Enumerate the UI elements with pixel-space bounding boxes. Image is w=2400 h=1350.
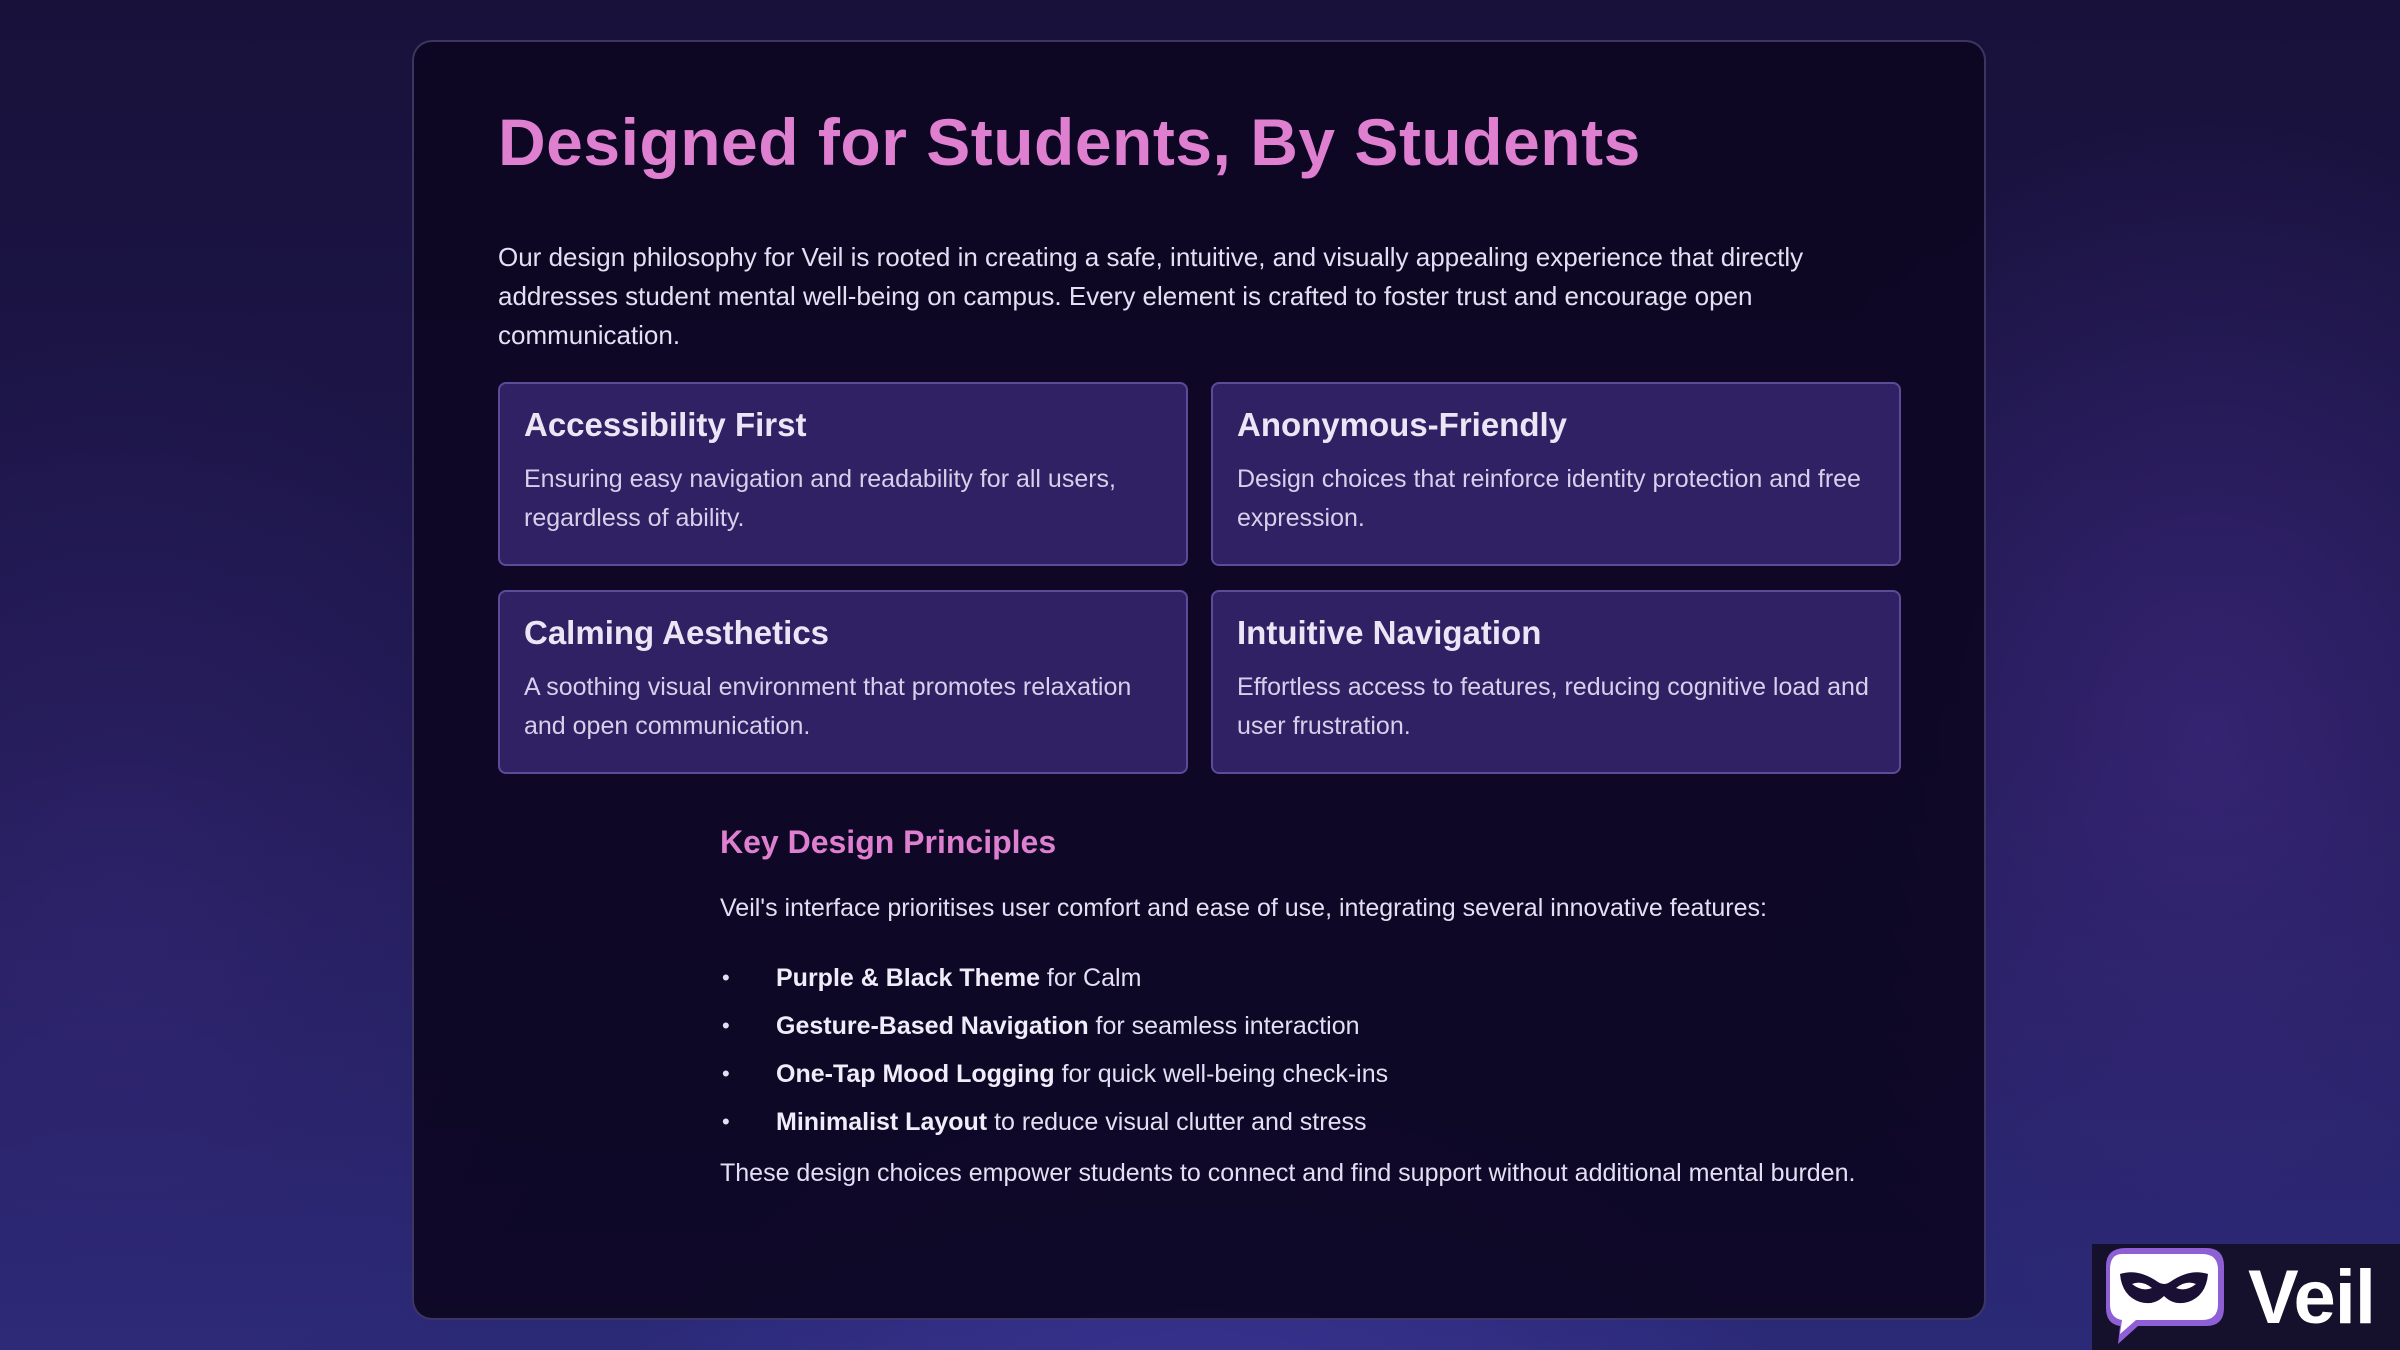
intro-paragraph: Our design philosophy for Veil is rooted in creating a safe, intuitive, and visually appealing experience that directly addresses student mental well-being on campus. Every element is crafted to foster trust and encourage open communication. (498, 242, 1804, 350)
principle-rest: for Calm (1039, 964, 1142, 992)
feature-card-title: Calming Aesthetics (524, 614, 830, 651)
feature-card-title: Accessibility First (524, 406, 807, 443)
principle-bold: Purple & Black Theme (776, 964, 1040, 992)
feature-card-description: Ensuring easy navigation and readability for all users, regardless of ability. (524, 465, 1117, 532)
feature-card-description: Design choices that reinforce identity protection and free expression. (1237, 465, 1861, 532)
feature-card-description: A soothing visual environment that promotes relaxation and open communication. (524, 673, 1132, 740)
bullet-icon: • (722, 1061, 730, 1086)
principle-bold: One-Tap Mood Logging (776, 1060, 1055, 1088)
principles-intro: Veil's interface prioritises user comfort and ease of use, integrating several innovative features: (720, 894, 1767, 922)
principles-list (720, 954, 1388, 1146)
bullet-icon: • (722, 1013, 730, 1038)
principle-bold: Gesture-Based Navigation (776, 1012, 1089, 1040)
principle-item (720, 954, 1388, 1002)
principle-item (720, 1098, 1388, 1146)
feature-card-accessibility (498, 382, 1188, 566)
slide-card (412, 40, 1986, 1320)
brand-logo (2092, 1244, 2400, 1350)
brand-name: Veil (2248, 1255, 2375, 1340)
feature-card-anonymous (1211, 382, 1901, 566)
principle-item (720, 1050, 1388, 1098)
bullet-icon: • (722, 1109, 730, 1134)
principles-title: Key Design Principles (720, 824, 1057, 860)
feature-card-title: Anonymous-Friendly (1237, 406, 1568, 443)
bullet-icon: • (722, 965, 730, 990)
principle-rest: to reduce visual clutter and stress (987, 1108, 1367, 1136)
feature-card-description: Effortless access to features, reducing cognitive load and user frustration. (1237, 673, 1869, 740)
feature-card-calming (498, 590, 1188, 774)
principle-item (720, 1002, 1388, 1050)
principle-bold: Minimalist Layout (776, 1108, 988, 1136)
principle-rest: for quick well-being check-ins (1054, 1060, 1389, 1088)
feature-card-navigation (1211, 590, 1901, 774)
principles-outro: These design choices empower students to connect and find support without additional mental burden. (720, 1159, 1856, 1187)
mask-speech-bubble-icon (2098, 1244, 2230, 1350)
principle-rest: for seamless interaction (1088, 1012, 1360, 1040)
page-title: Designed for Students, By Students (498, 105, 1641, 179)
feature-card-title: Intuitive Navigation (1237, 614, 1542, 651)
